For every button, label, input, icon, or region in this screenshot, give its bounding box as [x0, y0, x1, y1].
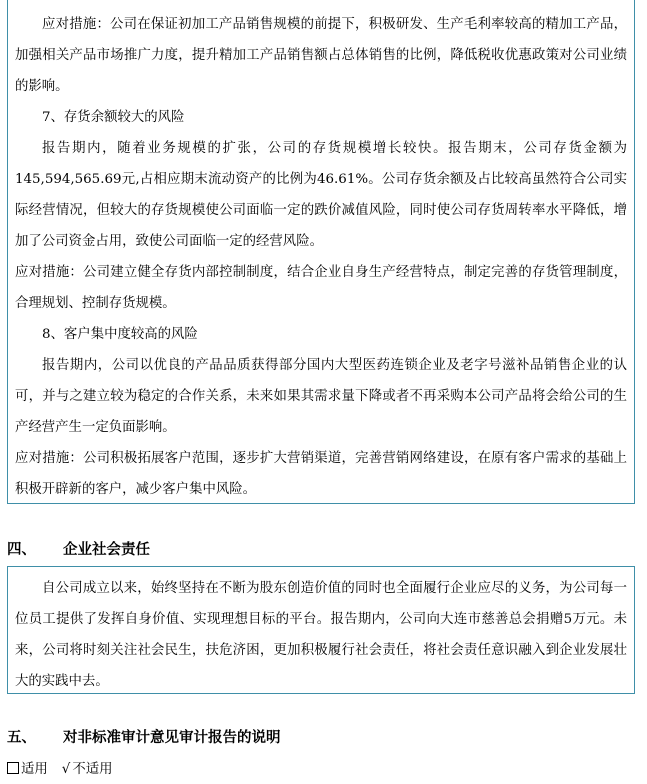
section-5-title: 对非标准审计意见审计报告的说明: [63, 730, 281, 746]
risk-7-countermeasure: 应对措施：公司建立健全存货内部控制制度，结合企业自身生产经营特点，制定完善的存货管理制度，合理规划、控制存货规模。: [15, 265, 627, 311]
not-applicable-label: 不适用: [72, 762, 113, 777]
check-mark-icon: √: [61, 762, 71, 777]
social-responsibility-text: 自公司成立以来，始终坚持在不断为股东创造价值的同时也全面履行企业应尽的义务，为公司每一位员工提供了发挥自身价值、实现理想目标的平台。报告期内，公司向大连市慈善总会捐赠5万元。未来，公司将时刻关注社会民生，扶危济困，更加积极履行社会责任，将社会责任意识融入到企业发展壮大的实践中去。: [15, 581, 627, 689]
risk-8-description: 报告期内，公司以优良的产品品质获得部分国内大型医药连锁企业及老字号滋补品销售企业的认可，并与之建立较为稳定的合作关系，未来如果其需求量下降或者不再采购本公司产品将会给公司的生产经营产生一定负面影响。: [15, 358, 627, 435]
risk-8-heading: 8、客户集中度较高的风险: [42, 327, 198, 342]
applicability-options: [7, 760, 113, 780]
risk-section-box: [7, 0, 635, 504]
section-5-heading: [7, 728, 281, 748]
risk-6-countermeasure: 应对措施：公司在保证初加工产品销售规模的前提下，积极研发、生产毛利率较高的精加工产品，加强相关产品市场推广力度，提升精加工产品销售额占总体销售的比例，降低税收优惠政策对公司业绩的影响。: [15, 17, 627, 94]
risk-7-heading: 7、存货余额较大的风险: [42, 110, 185, 125]
applicable-checkbox[interactable]: [7, 762, 19, 774]
risk-7-description: 报告期内，随着业务规模的扩张，公司的存货规模增长较快。报告期末，公司存货金额为145,594,565.69元,占相应期末流动资产的比例为46.61%。公司存货余额及占比较高虽然符合公司实际经营情况，但较大的存货规模使公司面临一定的跌价减值风险，同时使公司存货周转率水平降低，增加了公司资金占用，致使公司面临一定的经营风险。: [15, 141, 627, 249]
section-4-title: 企业社会责任: [63, 542, 150, 558]
section-4-number: 四、: [7, 542, 36, 558]
section-5-number: 五、: [7, 730, 36, 746]
risk-8-countermeasure: 应对措施：公司积极拓展客户范围，逐步扩大营销渠道，完善营销网络建设，在原有客户需求的基础上积极开辟新的客户，减少客户集中风险。: [15, 451, 627, 497]
section-4-heading: [7, 540, 150, 560]
applicable-label: 适用: [21, 762, 48, 777]
social-responsibility-box: [7, 566, 635, 694]
